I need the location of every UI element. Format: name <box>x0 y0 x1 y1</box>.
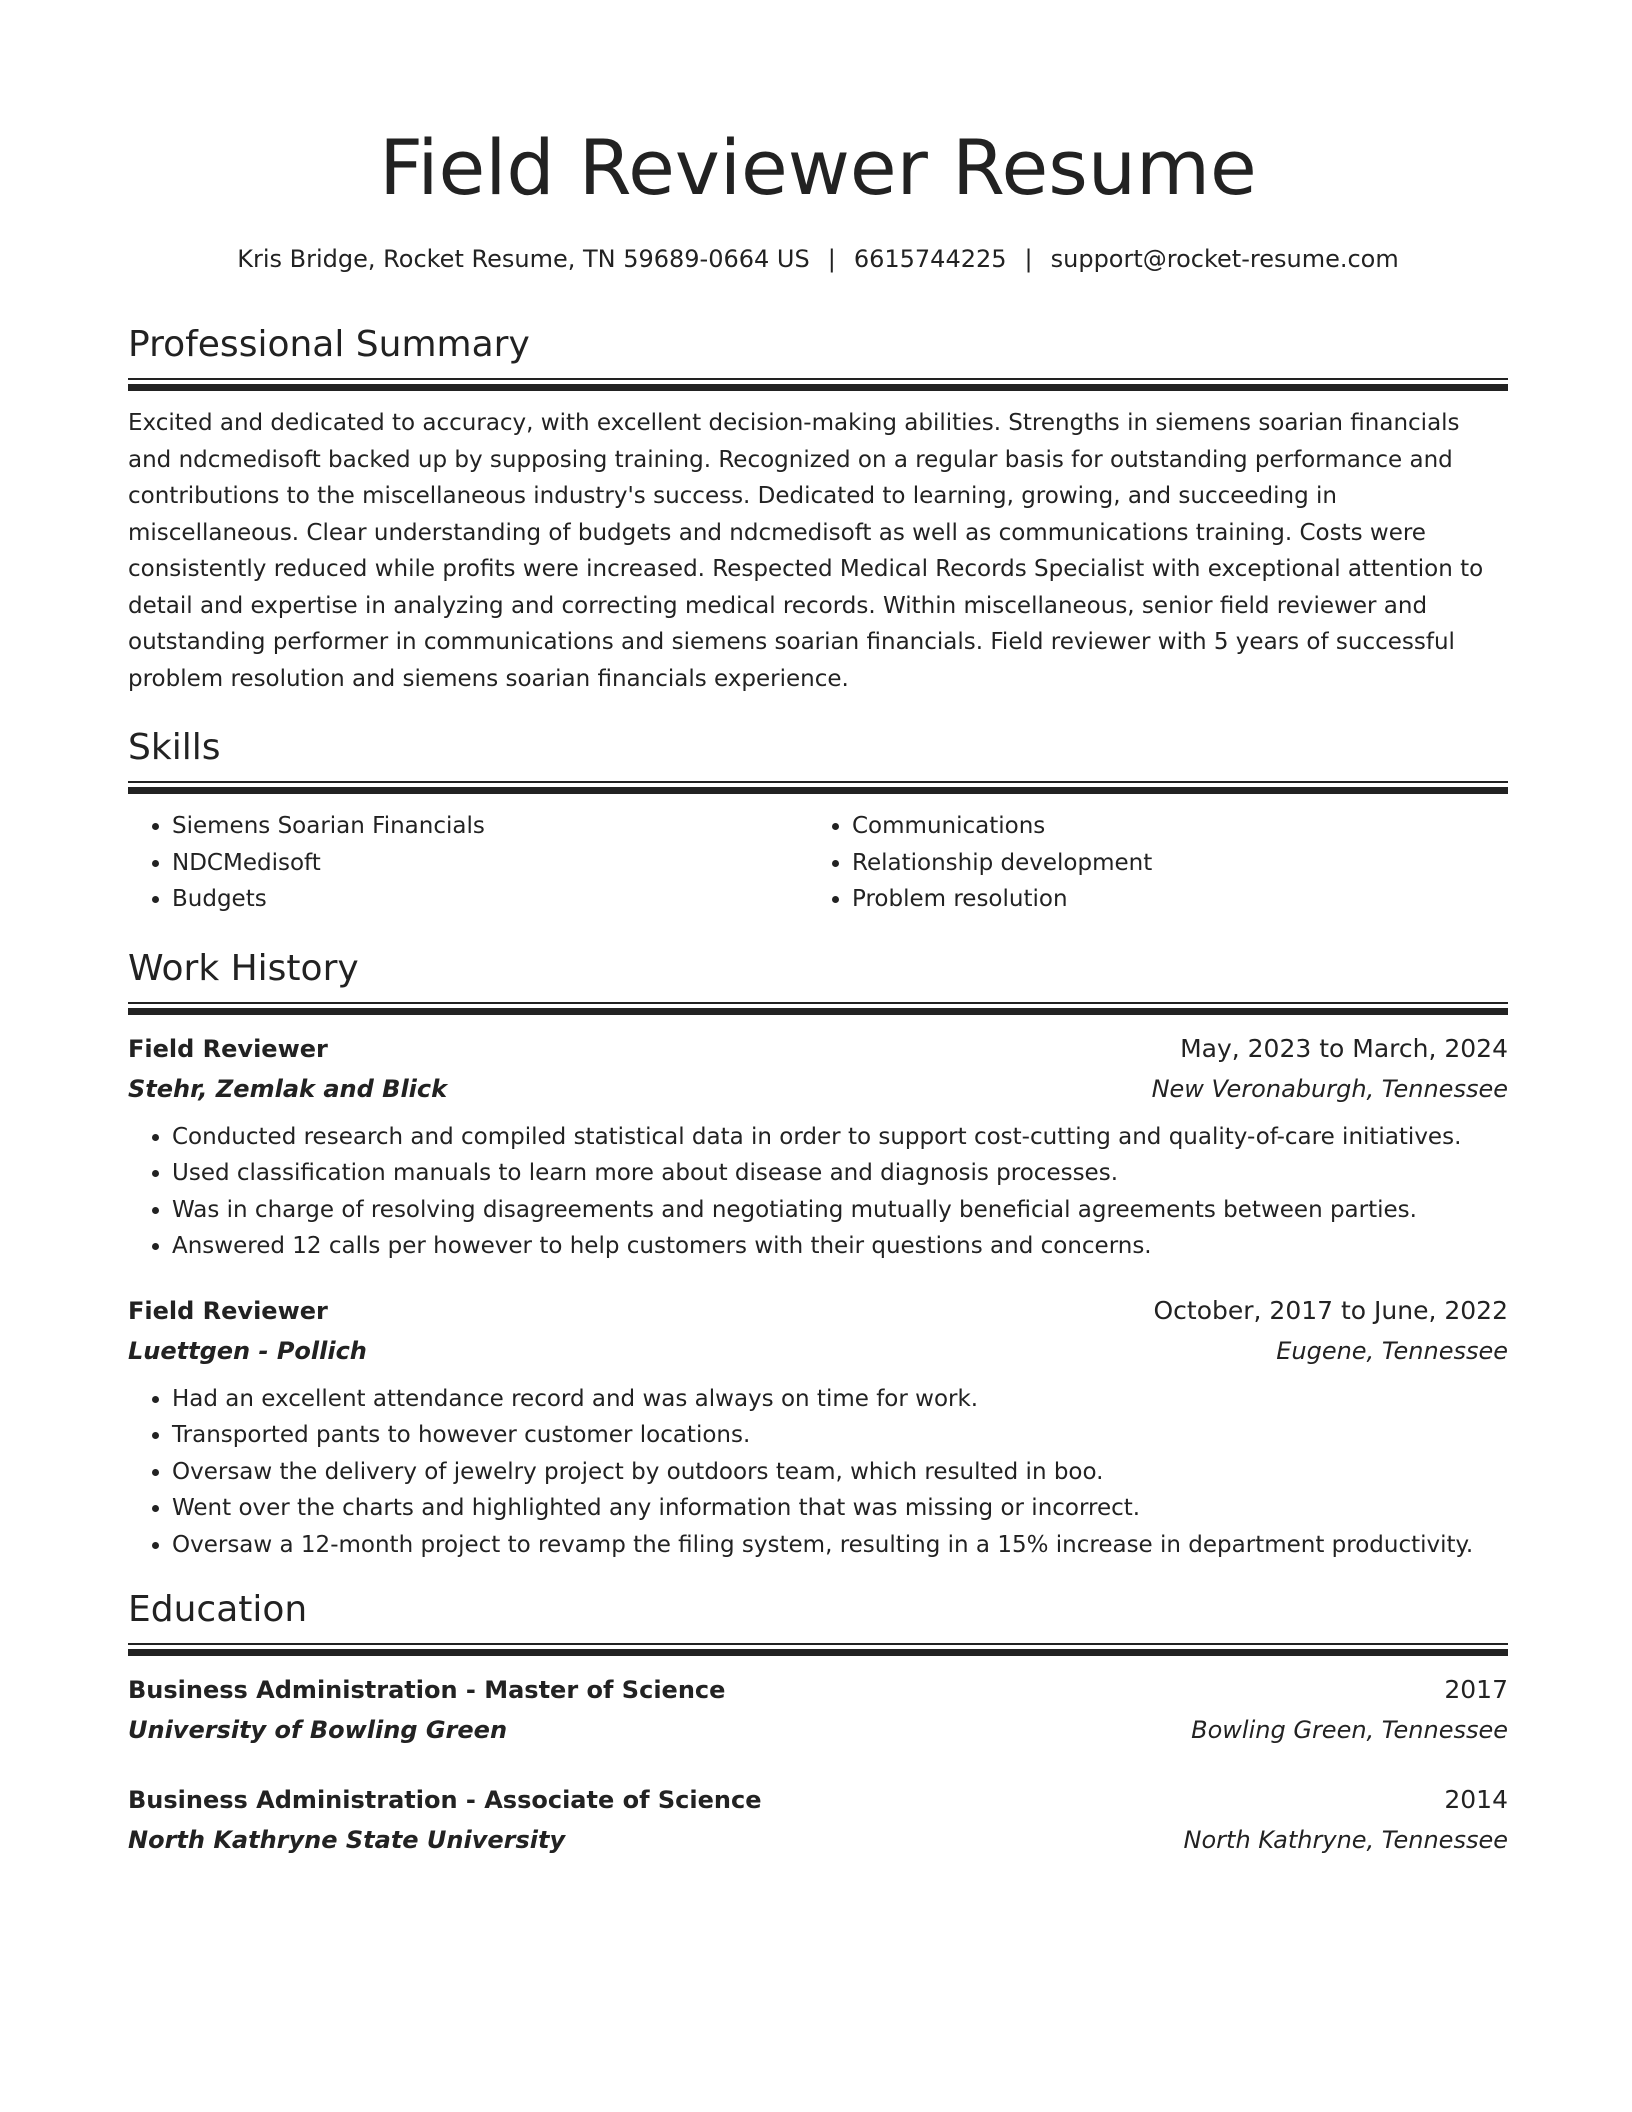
job-bullet: • Transported pants to however customer locations. <box>172 1417 1508 1454</box>
skills-list-right <box>808 808 1508 918</box>
section-divider <box>128 1002 1508 1015</box>
job-dates: May, 2023 to March, 2024 <box>1180 1033 1508 1063</box>
job-header-row <box>128 1291 1508 1331</box>
job-employer: Stehr, Zemlak and Blick <box>128 1074 448 1103</box>
education-entry <box>128 1670 1508 1750</box>
summary-text: Excited and dedicated to accuracy, with excellent decision-making abilities. Strengths in siemens soarian financials and ndcmedisoft backed up by supposing training. Recognized on a regular basis for outstanding performance and contributions to the miscellaneous industry's success. Dedicated to learning, growing, and succeeding in miscellaneous. Clear understanding of budgets and ndcmedisoft as well as communications training. Costs were consistently reduced while profits were increased. Respected Medical Records Specialist with exceptional attention to detail and expertise in analyzing and correcting medical records. Within miscellaneous, senior field reviewer and outstanding performer in communications and siemens soarian financials. Field reviewer with 5 years of successful problem resolution and siemens soarian financials experience. <box>128 410 1484 692</box>
section-divider <box>128 378 1508 391</box>
resume-page <box>128 0 1508 1890</box>
contact-email[interactable]: support@rocket-resume.com <box>1050 245 1399 273</box>
summary-heading: Professional Summary <box>128 324 530 365</box>
work-heading: Work History <box>128 947 359 989</box>
education-section <box>128 1587 1508 1860</box>
education-heading: Education <box>128 1589 308 1630</box>
contact-line <box>128 242 1508 276</box>
job-bullet: • Oversaw a 12-month project to revamp the filing system, resulting in a 15% increase in department productivity. <box>172 1527 1508 1564</box>
skills-list-left <box>128 808 808 918</box>
education-school: North Kathryne State University <box>128 1826 566 1854</box>
summary-section <box>128 322 1508 697</box>
skill-item: • Budgets <box>172 881 808 918</box>
job-entry <box>128 1029 1508 1265</box>
education-school-row <box>128 1820 1508 1860</box>
skills-section <box>128 725 1508 918</box>
skill-item: • Siemens Soarian Financials <box>172 808 808 845</box>
job-bullet: • Used classification manuals to learn more about disease and diagnosis processes. <box>172 1155 1508 1192</box>
job-bullet: • Answered 12 calls per however to help customers with their questions and concerns. <box>172 1228 1508 1265</box>
education-degree: Business Administration - Associate of Science <box>128 1786 762 1814</box>
skills-heading: Skills <box>128 727 221 768</box>
contact-phone: 6615744225 <box>853 245 1007 273</box>
education-school: University of Bowling Green <box>128 1716 508 1744</box>
education-year: 2014 <box>1444 1785 1508 1814</box>
contact-address: Kris Bridge, Rocket Resume, TN 59689-0664 US <box>237 245 810 273</box>
education-header-row <box>128 1780 1508 1820</box>
job-bullet: • Had an excellent attendance record and was always on time for work. <box>172 1381 1508 1418</box>
work-section <box>128 946 1508 1564</box>
job-title: Field Reviewer <box>128 1034 328 1063</box>
job-bullets <box>128 1119 1508 1265</box>
education-year: 2017 <box>1444 1675 1508 1704</box>
job-bullets <box>128 1381 1508 1564</box>
resume-title: Field Reviewer Resume <box>379 123 1257 212</box>
skills-grid <box>128 808 1508 918</box>
job-bullet: • Was in charge of resolving disagreements and negotiating mutually beneficial agreements between parties. <box>172 1192 1508 1229</box>
education-header-row <box>128 1670 1508 1710</box>
skill-item: • NDCMedisoft <box>172 845 808 882</box>
section-divider <box>128 781 1508 794</box>
job-dates: October, 2017 to June, 2022 <box>1153 1295 1508 1325</box>
job-location: Eugene, Tennessee <box>1276 1336 1508 1365</box>
job-entry <box>128 1291 1508 1564</box>
job-bullet: • Oversaw the delivery of jewelry project by outdoors team, which resulted in boo. <box>172 1454 1508 1491</box>
education-school-row <box>128 1710 1508 1750</box>
job-bullet: • Went over the charts and highlighted any information that was missing or incorrect. <box>172 1490 1508 1527</box>
job-title: Field Reviewer <box>128 1296 328 1325</box>
skill-item: • Communications <box>852 808 1508 845</box>
education-location: Bowling Green, Tennessee <box>1191 1716 1508 1744</box>
education-degree: Business Administration - Master of Science <box>128 1676 726 1704</box>
job-bullet: • Conducted research and compiled statistical data in order to support cost-cutting and quality-of-care initiatives. <box>172 1119 1508 1156</box>
skill-item: • Relationship development <box>852 845 1508 882</box>
education-entry <box>128 1780 1508 1860</box>
skill-item: • Problem resolution <box>852 881 1508 918</box>
job-location: New Veronaburgh, Tennessee <box>1151 1074 1508 1103</box>
job-header-row <box>128 1029 1508 1069</box>
job-employer-row <box>128 1331 1508 1371</box>
job-employer-row <box>128 1069 1508 1109</box>
education-location: North Kathryne, Tennessee <box>1183 1826 1508 1854</box>
section-divider <box>128 1643 1508 1656</box>
job-employer: Luettgen - Pollich <box>128 1336 367 1365</box>
contact-separator: | <box>1024 245 1033 273</box>
contact-separator: | <box>827 245 836 273</box>
